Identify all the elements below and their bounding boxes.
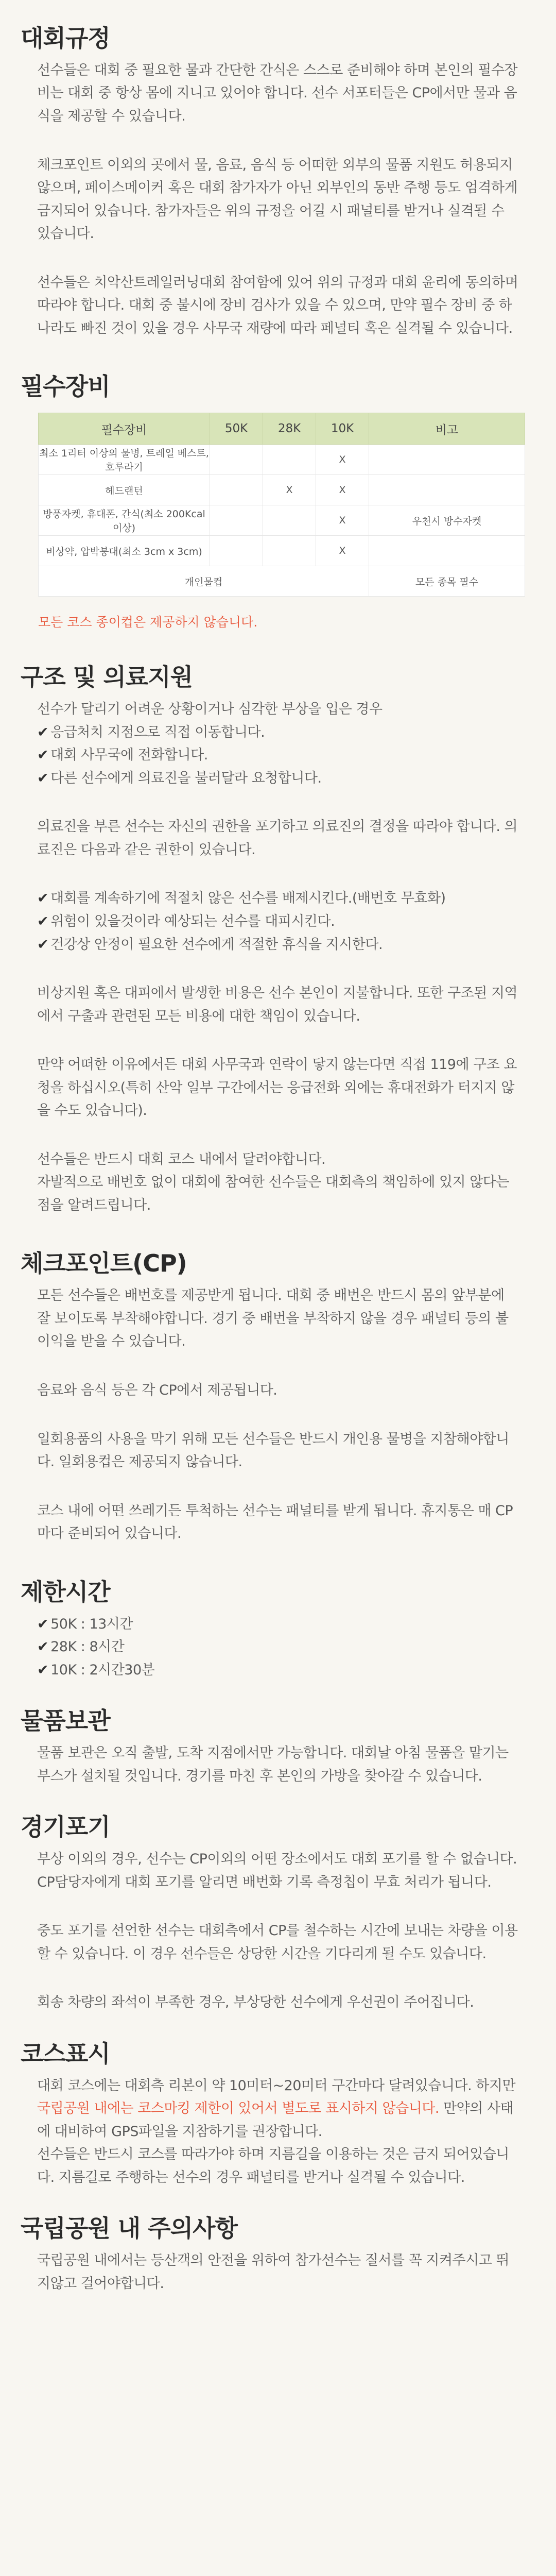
rescue-paragraph-5b: 자발적으로 배번호 없이 대회에 참여한 선수들은 대회측의 책임하에 있지 않다는 점을 알려드립니다. <box>37 1174 509 1213</box>
cell-28k <box>263 505 316 536</box>
table-row <box>39 445 525 475</box>
cell-50k <box>210 505 263 536</box>
cell-50k <box>210 445 263 475</box>
marking-paragraph-2: 선수들은 반드시 코스를 따라가야 하며 지름길을 이용하는 것은 금지 되어있습니다. 지름길로 주행하는 선수의 경우 패널티를 받거나 실격될 수 있습니다. <box>37 2146 509 2185</box>
rules-section <box>21 25 535 340</box>
list-item <box>37 934 520 957</box>
list-item <box>37 767 520 790</box>
header-equipment: 필수장비 <box>39 413 210 445</box>
withdraw-paragraph-1: 부상 이외의 경우, 선수는 CP이외의 어떤 장소에서도 대회 포기를 할 수 없습니다. CP담당자에게 대회 포기를 알리면 배번화 기록 측정칩이 무효 처리가 됩니다. <box>37 1851 517 1890</box>
marking-warning: 국립공원 내에는 코스마킹 제한이 있어서 별도로 표시하지 않습니다. <box>37 2100 439 2117</box>
equipment-title: 필수장비 <box>21 372 110 401</box>
table-row <box>39 475 525 505</box>
check-icon: ✔ <box>37 936 49 953</box>
rules-title: 대회규정 <box>21 24 110 52</box>
rescue-paragraph-4: 만약 어떠한 이유에서든 대회 사무국과 연락이 닿지 않는다면 직접 119에 구조 요청을 하십시오(특히 산악 일부 구간에서는 응급전화 외에는 휴대전화가 터지지 않을 수도 있습니다). <box>37 1057 517 1119</box>
table-row <box>39 536 525 566</box>
cell-28k <box>263 445 316 475</box>
check-icon: ✔ <box>37 890 49 907</box>
rules-paragraph-2: 체크포인트 이외의 곳에서 물, 음료, 음식 등 어떠한 외부의 물품 지원도 허용되지 않으며, 페이스메이커 혹은 대회 참가자가 아닌 외부인의 동반 주행 등도 엄격하게 금지되어 있습니다. 참가자들은 위의 규정을 어길 시 패널티를 받거나 실격될 수 있습니다. <box>37 157 518 242</box>
checkpoint-paragraph-4: 코스 내에 어떤 쓰레기든 투척하는 선수는 패널티를 받게 됩니다. 휴지통은 매 CP마다 준비되어 있습니다. <box>37 1502 513 1542</box>
table-row <box>39 505 525 536</box>
header-note: 비고 <box>369 413 525 445</box>
header-10k: 10K <box>316 413 369 445</box>
cell-28k: X <box>263 475 316 505</box>
cell-10k: X <box>316 536 369 566</box>
cell-note <box>369 536 525 566</box>
rescue-section <box>21 664 535 1217</box>
rules-paragraph-1: 선수들은 대회 중 필요한 물과 간단한 간식은 스스로 준비해야 하며 본인의 필수장비는 대회 중 항상 몸에 지니고 있어야 합니다. 선수 서포터들은 CP에서만 물과 음식을 제공할 수 있습니다. <box>37 62 518 124</box>
table-row <box>39 566 525 597</box>
cell-note: 모든 종목 필수 <box>369 566 525 597</box>
withdraw-title: 경기포기 <box>21 1813 110 1841</box>
withdraw-paragraph-2: 중도 포기를 선언한 선수는 대회측에서 CP를 철수하는 시간에 보내는 차량을 이용할 수 있습니다. 이 경우 선수들은 상당한 시간을 기다리게 될 수도 있습니다. <box>37 1923 518 1962</box>
checkpoint-section <box>21 1250 535 1545</box>
timelimit-section <box>21 1579 535 1682</box>
check-icon: ✔ <box>37 747 49 764</box>
checkpoint-title: 체크포인트(CP) <box>21 1249 187 1278</box>
rescue-paragraph-3: 비상지원 혹은 대피에서 발생한 비용은 선수 본인이 지불합니다. 또한 구조된 지역에서 구출과 관련된 모든 비용에 대한 책임이 있습니다. <box>37 985 518 1024</box>
list-item-text: 건강상 안정이 필요한 선수에게 적절한 휴식을 지시한다. <box>50 936 383 953</box>
cell-28k <box>263 536 316 566</box>
equipment-section <box>21 373 535 631</box>
list-item-text: 위험이 있을것이라 예상되는 선수를 대피시킨다. <box>50 913 335 929</box>
header-50k: 50K <box>210 413 263 445</box>
check-icon: ✔ <box>37 913 49 929</box>
cell-note <box>369 475 525 505</box>
storage-section <box>21 1707 535 1788</box>
marking-text-a: 대회 코스에는 대회측 리본이 약 10미터~20미터 구간마다 달려있습니다. 하지만 <box>37 2077 516 2094</box>
withdraw-section <box>21 1814 535 2014</box>
cell-50k <box>210 536 263 566</box>
park-paragraph-1: 국립공원 내에서는 등산객의 안전을 위하여 참가선수는 질서를 꼭 지켜주시고 뛰지않고 걸어야합니다. <box>37 2252 509 2292</box>
list-item-text: 대회를 계속하기에 적절치 않은 선수를 배제시킨다.(배번호 무효화) <box>50 890 446 907</box>
list-item-text: 10K : 2시간30분 <box>50 1662 155 1678</box>
cell-10k: X <box>316 445 369 475</box>
storage-paragraph-1: 물품 보관은 오직 출발, 도착 지점에서만 가능합니다. 대회날 아침 물품을 맡기는 부스가 설치될 것입니다. 경기를 마친 후 본인의 가방을 찾아갈 수 있습니다. <box>37 1745 509 1784</box>
list-item-text: 응급처치 지점으로 직접 이동합니다. <box>50 724 265 740</box>
cell-50k <box>210 475 263 505</box>
rescue-paragraph-5a: 선수들은 반드시 대회 코스 내에서 달려야합니다. <box>37 1151 326 1167</box>
check-icon: ✔ <box>37 1662 49 1678</box>
marking-text-b: 만약의 사태에 대비하여 GPS파일을 지참하기를 권장합니다. <box>37 2100 514 2140</box>
header-28k: 28K <box>263 413 316 445</box>
marking-section <box>21 2040 535 2190</box>
park-section <box>21 2215 535 2295</box>
check-icon: ✔ <box>37 1639 49 1655</box>
checkpoint-paragraph-1: 모든 선수들은 배번호를 제공받게 됩니다. 대회 중 배번은 반드시 몸의 앞부분에 잘 보이도록 부착해야합니다. 경기 중 배번을 부착하지 않을 경우 패널티 등의 불이익을 받을 수 있습니다. <box>37 1287 509 1350</box>
list-item-text: 50K : 13시간 <box>50 1616 133 1632</box>
marking-paragraph-1 <box>37 2075 520 2144</box>
list-item <box>37 744 520 767</box>
equipment-item: 비상약, 압박붕대(최소 3cm x 3cm) <box>39 536 210 566</box>
equipment-table <box>38 413 525 597</box>
check-icon: ✔ <box>37 770 49 786</box>
rescue-intro: 선수가 달리기 어려운 상황이거나 심각한 부상을 입은 경우 <box>37 701 383 718</box>
list-item <box>37 1613 520 1636</box>
cell-10k: X <box>316 505 369 536</box>
withdraw-paragraph-3: 회송 차량의 좌석이 부족한 경우, 부상당한 선수에게 우선권이 주어집니다. <box>37 1994 474 2011</box>
equipment-header-row <box>39 413 525 445</box>
list-item <box>37 721 520 744</box>
check-icon: ✔ <box>37 724 49 740</box>
park-title: 국립공원 내 주의사항 <box>21 2214 237 2243</box>
rescue-paragraph-2: 의료진을 부른 선수는 자신의 권한을 포기하고 의료진의 결정을 따라야 합니다. 의료진은 다음과 같은 권한이 있습니다. <box>37 819 518 858</box>
equipment-item: 방풍자켓, 휴대폰, 간식(최소 200Kcal이상) <box>39 505 210 536</box>
rules-paragraph-3: 선수들은 치악산트레일러닝대회 참여함에 있어 위의 규정과 대회 윤리에 동의하며 따라야 합니다. 대회 중 불시에 장비 검사가 있을 수 있으며, 만약 필수 장비 중 하나라도 빠진 것이 있을 경우 사무국 재량에 따라 페널티 혹은 실격될 수 있습니다. <box>37 274 518 336</box>
list-item-text: 대회 사무국에 전화합니다. <box>50 747 208 764</box>
marking-title: 코스표시 <box>21 2039 110 2067</box>
timelimit-title: 제한시간 <box>21 1578 110 1606</box>
equipment-note: 모든 코스 종이컵은 제공하지 않습니다. <box>38 615 258 630</box>
equipment-item: 최소 1리터 이상의 물병, 트레일 베스트, 호루라기 <box>39 445 210 475</box>
cell-note <box>369 445 525 475</box>
storage-title: 물품보관 <box>21 1707 110 1735</box>
rescue-title: 구조 및 의료지원 <box>21 663 193 691</box>
cell-10k: X <box>316 475 369 505</box>
list-item <box>37 910 520 934</box>
checkpoint-paragraph-3: 일회용품의 사용을 막기 위해 모든 선수들은 반드시 개인용 물병을 지참해야합니다. 일회용컵은 제공되지 않습니다. <box>37 1431 509 1470</box>
list-item-text: 28K : 8시간 <box>50 1639 125 1655</box>
check-icon: ✔ <box>37 1616 49 1632</box>
equipment-item: 개인물컵 <box>39 566 369 597</box>
equipment-item: 헤드랜턴 <box>39 475 210 505</box>
cell-note: 우천시 방수자켓 <box>369 505 525 536</box>
list-item <box>37 1659 520 1682</box>
checkpoint-paragraph-2: 음료와 음식 등은 각 CP에서 제공됩니다. <box>37 1382 277 1398</box>
list-item <box>37 1636 520 1659</box>
list-item <box>37 887 520 910</box>
list-item-text: 다른 선수에게 의료진을 불러달라 요청합니다. <box>50 770 322 786</box>
